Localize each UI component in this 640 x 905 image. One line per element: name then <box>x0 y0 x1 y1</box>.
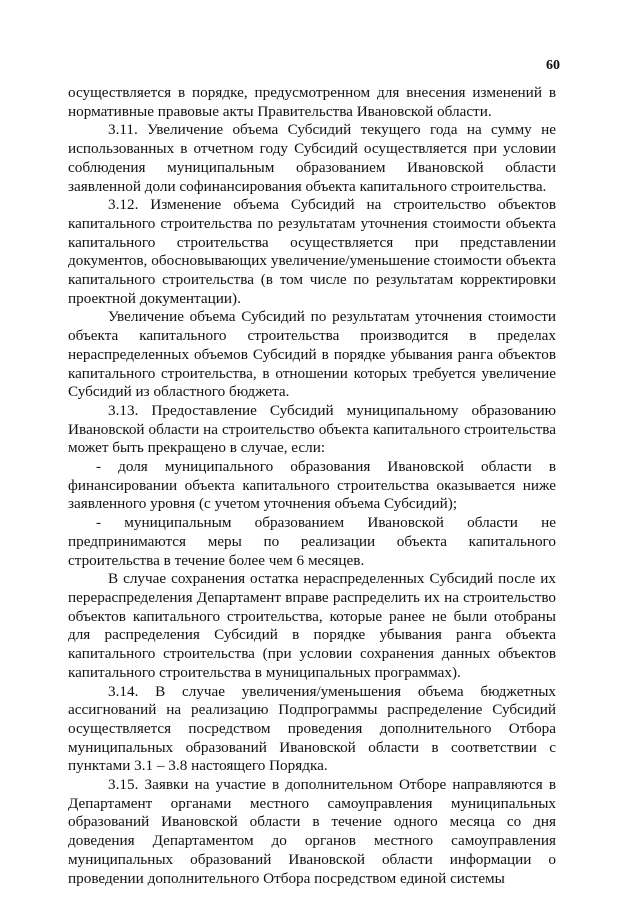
document-body <box>68 84 556 888</box>
page-number: 60 <box>546 58 560 73</box>
paragraph-3-12-increase: Увеличение объема Субсидий по результатам уточнения стоимости объекта капитального строительства производится в пределах нераспределенных объемов Субсидий в порядке убывания ранга объектов капитального строительства, в отношении которых требуется увеличение Субсидий из областного бюджета. <box>68 308 556 401</box>
paragraph-continuation: осуществляется в порядке, предусмотренном для внесения изменений в нормативные правовые акты Правительства Ивановской области. <box>68 84 556 120</box>
paragraph-3-12: 3.12. Изменение объема Субсидий на строительство объектов капитального строительства по результатам уточнения стоимости объекта капитального строительства осуществляется при представлении документов, обосновывающих увеличение/уменьшение стоимости объекта капитального строительства (в том числе по результатам корректировки проектной документации). <box>68 196 556 307</box>
paragraph-3-15: 3.15. Заявки на участие в дополнительном Отборе направляются в Департамент органами местного самоуправления муниципальных образований Ивановской области в течение одного месяца со дня доведения Департаментом до органов местного самоуправления муниципальных образований Ивановской области информации о проведении дополнительного Отбора посредством единой системы <box>68 776 556 887</box>
list-item-measures: - муниципальным образованием Ивановской области не предпринимаются меры по реализации объекта капитального строительства в течение более чем 6 месяцев. <box>68 514 556 569</box>
paragraph-3-14: 3.14. В случае увеличения/уменьшения объема бюджетных ассигнований на реализацию Подпрограммы распределение Субсидий осуществляется посредством проведения дополнительного Отбора муниципальных образований Ивановской области в соответствии с пунктами 3.1 – 3.8 настоящего Порядка. <box>68 682 556 775</box>
paragraph-remainder: В случае сохранения остатка нераспределенных Субсидий после их перераспределения Департамент вправе распределить их на строительство объектов капитального строительства, которые ранее не были отобраны для распределения Субсидий в порядке убывания ранга объекта капитального строительства (при условии сохранения данных объектов капитального строительства в муниципальных программах). <box>68 570 556 681</box>
paragraph-3-11: 3.11. Увеличение объема Субсидий текущего года на сумму не использованных в отчетном году Субсидий осуществляется при условии соблюдения муниципальным образованием Ивановской области заявленной доли софинансирования объекта капитального строительства. <box>68 121 556 195</box>
paragraph-3-13: 3.13. Предоставление Субсидий муниципальному образованию Ивановской области на строительство объекта капитального строительства может быть прекращено в случае, если: <box>68 401 556 457</box>
list-item-share: - доля муниципального образования Ивановской области в финансировании объекта капитального строительства оказывается ниже заявленного уровня (с учетом уточнения объема Субсидий); <box>68 458 556 513</box>
